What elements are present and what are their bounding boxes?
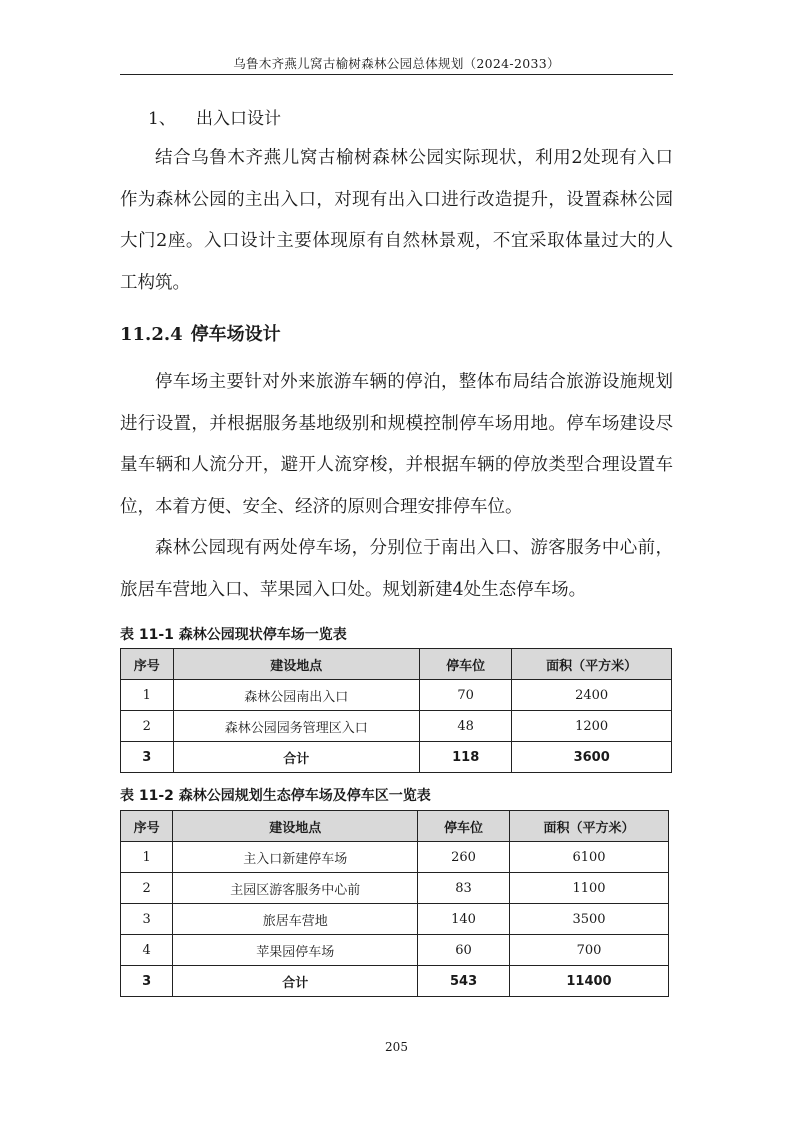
- page-number: 205: [385, 1040, 408, 1054]
- table-cell: 1100: [509, 873, 668, 904]
- table-cell: 森林公园南出入口: [173, 680, 419, 711]
- table-cell: 3600: [512, 742, 672, 773]
- table-row: [121, 711, 672, 742]
- subsection-heading: [148, 104, 281, 129]
- header-cell: 面积（平方米）: [512, 649, 672, 680]
- planned-parking-table: [120, 810, 669, 997]
- table-cell: 主入口新建停车场: [173, 842, 418, 873]
- table-cell: 2: [121, 711, 174, 742]
- table-cell: 1: [121, 842, 173, 873]
- table2-caption: 表 11-2 森林公园规划生态停车场及停车区一览表: [120, 788, 431, 804]
- table-cell: 700: [509, 935, 668, 966]
- table-cell: 543: [418, 966, 510, 997]
- header-cell: 建设地点: [173, 649, 419, 680]
- section-number: 11.2.4: [120, 324, 183, 345]
- table-cell: 1: [121, 680, 174, 711]
- header-cell: 建设地点: [173, 811, 418, 842]
- header-cell: 序号: [121, 811, 173, 842]
- current-parking-table: [120, 648, 672, 773]
- header-cell: 序号: [121, 649, 174, 680]
- running-header: 乌鲁木齐燕儿窝古榆树森林公园总体规划（2024-2033）: [233, 56, 560, 71]
- header-cell: 面积（平方米）: [509, 811, 668, 842]
- table-row: [121, 873, 669, 904]
- section-title: 停车场设计: [190, 324, 281, 345]
- table-cell: 合计: [173, 742, 419, 773]
- header-cell: 停车位: [420, 649, 512, 680]
- header-cell: 停车位: [418, 811, 510, 842]
- table-cell: 70: [420, 680, 512, 711]
- table-cell: 森林公园园务管理区入口: [173, 711, 419, 742]
- table-cell: 2: [121, 873, 173, 904]
- table-row: [121, 904, 669, 935]
- paragraph-entrance: 结合乌鲁木齐燕儿窝古榆树森林公园实际现状，利用2处现有入口作为森林公园的主出入口，对现有出入口进行改造提升，设置森林公园大门2座。入口设计主要体现原有自然林景观，不宜采取体量过大的人工构筑。: [120, 148, 673, 293]
- table-cell: 3500: [509, 904, 668, 935]
- table-cell: 11400: [509, 966, 668, 997]
- table-cell: 60: [418, 935, 510, 966]
- section-heading: [120, 320, 281, 346]
- table-header-row: [121, 811, 669, 842]
- paragraph-parking-current: 森林公园现有两处停车场，分别位于南出入口、游客服务中心前，旅居车营地入口、苹果园入口处。规划新建4处生态停车场。: [120, 538, 673, 600]
- table-row: [121, 680, 672, 711]
- table-cell: 旅居车营地: [173, 904, 418, 935]
- table-row: [121, 935, 669, 966]
- table-cell: 4: [121, 935, 173, 966]
- table-cell: 260: [418, 842, 510, 873]
- table-cell: 6100: [509, 842, 668, 873]
- table-cell: 1200: [512, 711, 672, 742]
- table-cell: 3: [121, 742, 174, 773]
- table-total-row: [121, 966, 669, 997]
- subsection-title: 出入口设计: [196, 109, 281, 129]
- table-cell: 2400: [512, 680, 672, 711]
- table-cell: 3: [121, 966, 173, 997]
- table-cell: 118: [420, 742, 512, 773]
- table-cell: 主园区游客服务中心前: [173, 873, 418, 904]
- table-cell: 3: [121, 904, 173, 935]
- table-header-row: [121, 649, 672, 680]
- table-cell: 苹果园停车场: [173, 935, 418, 966]
- table-cell: 83: [418, 873, 510, 904]
- table-cell: 合计: [173, 966, 418, 997]
- table-cell: 140: [418, 904, 510, 935]
- paragraph-parking-intro: 停车场主要针对外来旅游车辆的停泊，整体布局结合旅游设施规划进行设置，并根据服务基地级别和规模控制停车场用地。停车场建设尽量车辆和人流分开，避开人流穿梭，并根据车辆的停放类型合理设置车位，本着方便、安全、经济的原则合理安排停车位。: [120, 372, 673, 517]
- table1-caption: 表 11-1 森林公园现状停车场一览表: [120, 627, 347, 643]
- table-cell: 48: [420, 711, 512, 742]
- table-total-row: [121, 742, 672, 773]
- table-row: [121, 842, 669, 873]
- subsection-number: 1、: [148, 109, 176, 129]
- header-divider: [120, 74, 673, 75]
